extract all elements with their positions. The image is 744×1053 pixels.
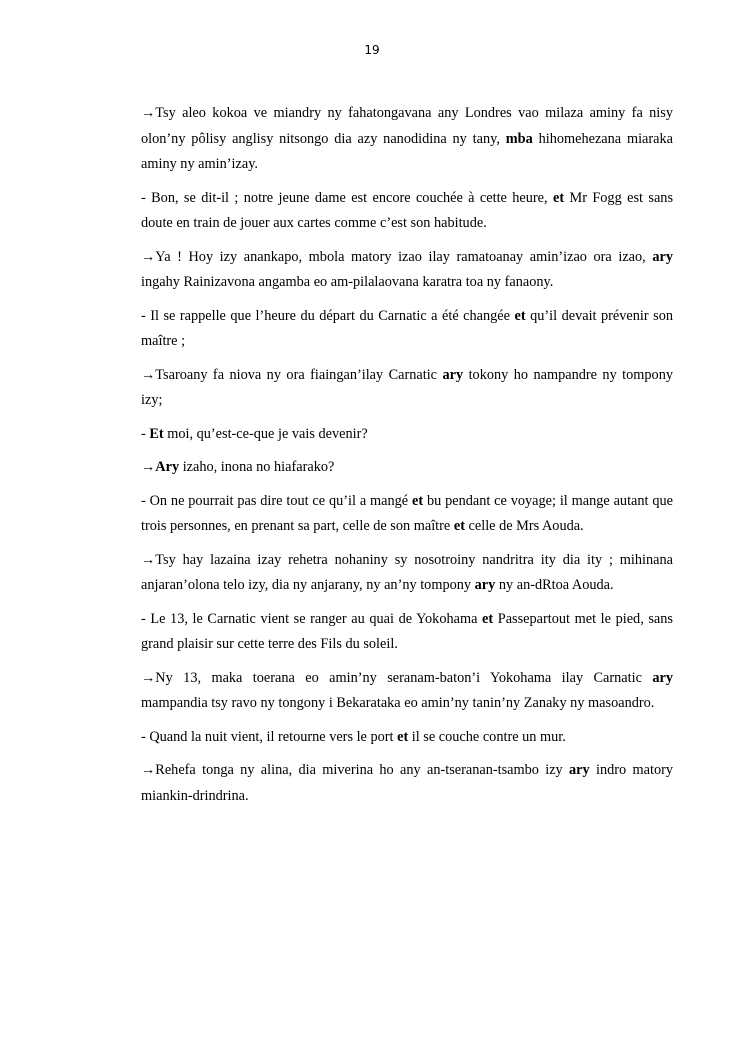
paragraph-3: →Ya ! Hoy izy anankapo, mbola matory izao ilay ramatoanay amin’izao ora izao, ary ingahy Rainizavona angamba eo am-pilalaovana karatra toa ny fanaony. [141, 248, 673, 290]
page-number: 19 [364, 43, 380, 57]
paragraph-2: - Bon, se dit-il ; notre jeune dame est encore couchée à cette heure, et Mr Fogg est sans doute en train de jouer aux cartes comme c’est son habitude. [141, 189, 674, 231]
paragraph-7: →Ary izaho, inona no hiafarako? [141, 459, 335, 475]
paragraph-12: - Quand la nuit vient, il retourne vers le port et il se couche contre un mur. [141, 728, 566, 745]
paragraph-6: - Et moi, qu’est-ce-que je vais devenir? [141, 425, 368, 442]
paragraph-4: - Il se rappelle que l’heure du départ du Carnatic a été changée et qu’il devait prévenir son maître ; [141, 307, 673, 349]
paragraph-5: →Tsaroany fa niova ny ora fiaingan’ilay Carnatic ary tokony ho nampandre ny tompony izy; [141, 366, 674, 408]
paragraph-11: →Ny 13, maka toerana eo amin’ny seranam-baton’i Yokohama ilay Carnatic ary mampandia tsy ravo ny tongony i Bekarataka eo amin’ny tanin’ny Zanaky ny masoandro. [141, 669, 673, 711]
document-body [141, 101, 673, 817]
paragraph-9: →Tsy hay lazaina izay rehetra nohaniny sy nosotroiny nandritra ity dia ity ; mihinana anjaran’olona telo izy, dia ny anjarany, ny an’ny tompony ary ny an-dRtoa Aouda. [141, 551, 673, 593]
paragraph-1: →Tsy aleo kokoa ve miandry ny fahatongavana any Londres vao milaza aminy fa nisy olon’ny pôlisy anglisy nitsongo dia azy nanodidina ny tany, mba hihomehezana miaraka aminy ny amin’izay. [141, 105, 673, 172]
paragraph-10: - Le 13, le Carnatic vient se ranger au quai de Yokohama et Passepartout met le pied, sans grand plaisir sur cette terre des Fils du soleil. [141, 610, 673, 652]
paragraph-8: - On ne pourrait pas dire tout ce qu’il a mangé et bu pendant ce voyage; il mange autant que trois personnes, en prenant sa part, celle de son maître et celle de Mrs Aouda. [141, 492, 673, 534]
paragraph-13: →Rehefa tonga ny alina, dia miverina ho any an-tseranan-tsambo izy ary indro matory miankin-drindrina. [141, 762, 674, 804]
